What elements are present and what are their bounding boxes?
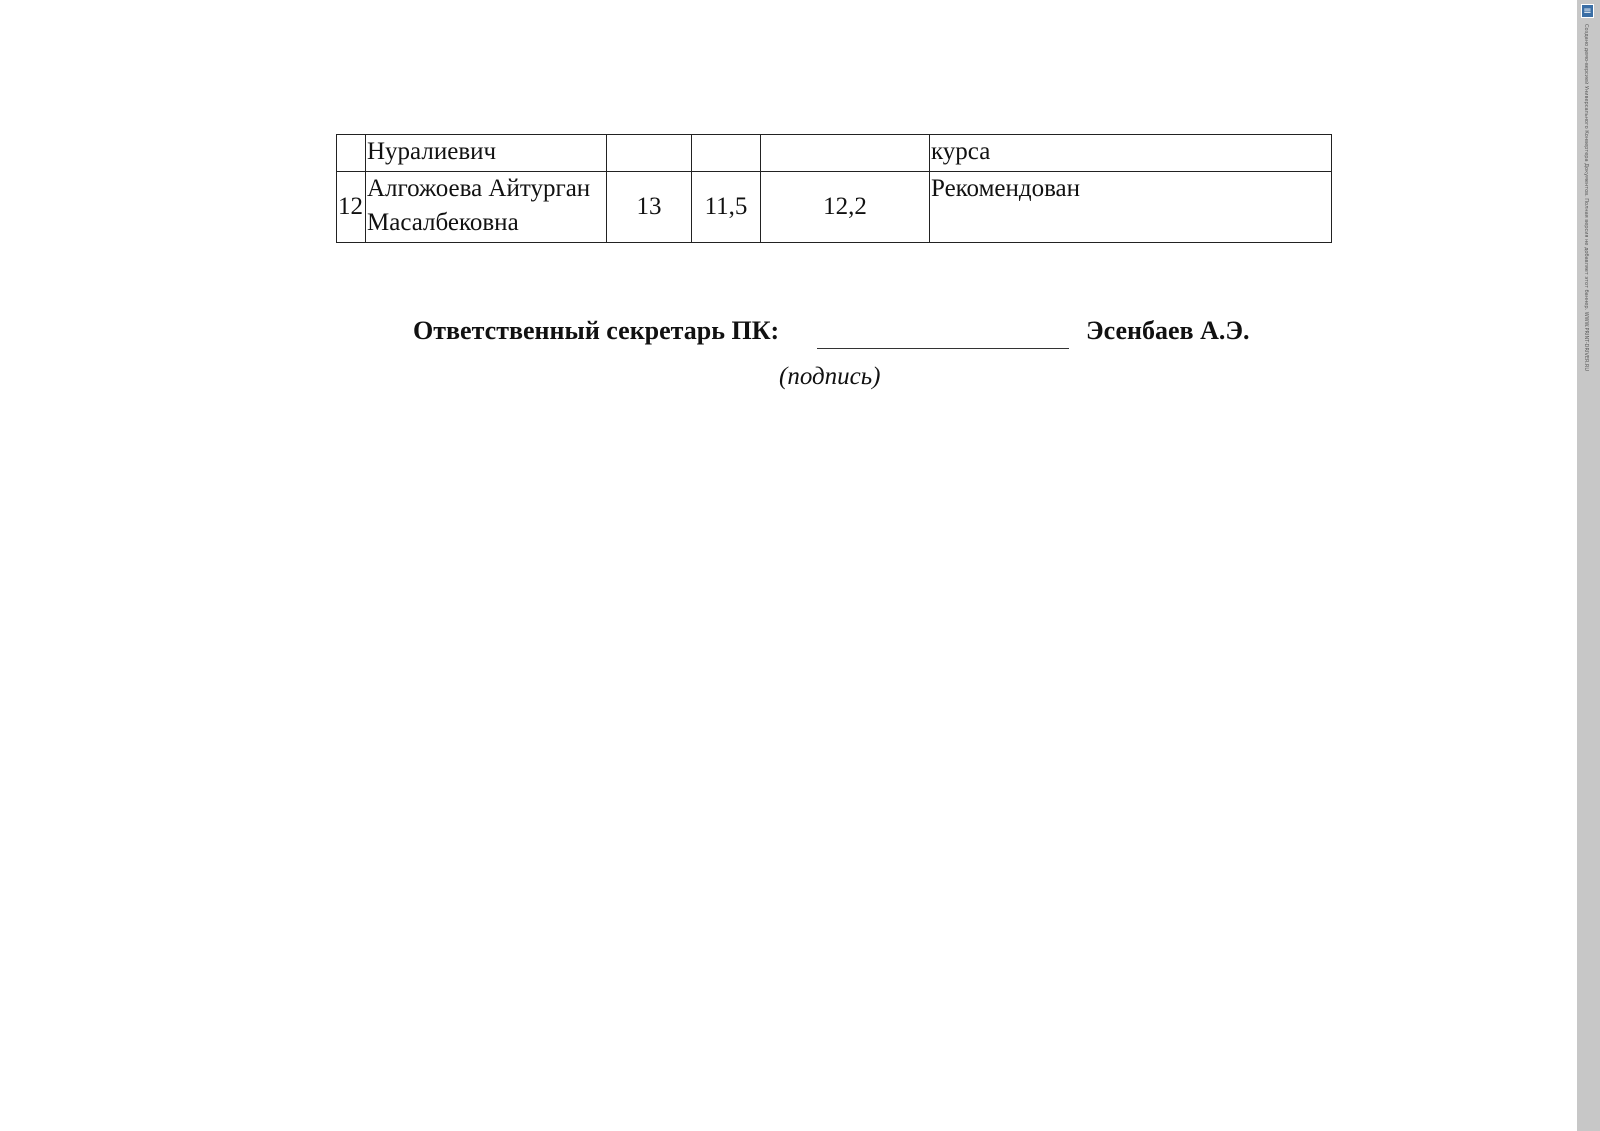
results-table [336,134,1332,243]
applicant-name-line: Масалбековна [367,209,519,236]
table-row [337,172,1332,243]
score-1: 13 [607,172,692,243]
status-cell: курса [930,135,1332,172]
signature-blank-line [817,348,1069,349]
applicant-name-line: Алгожоева Айтурган [367,175,591,202]
demo-watermark-notice: Создано демо-версией Универсального Конвертера Документов. Полная версия не добавляет этот баннер. WWW.PRINT-DRIVER.RU [1583,24,1589,372]
row-number [337,135,366,172]
score-2 [692,135,761,172]
signature-caption: (подпись) [779,363,881,390]
average-score: 12,2 [761,172,930,243]
score-2: 11,5 [692,172,761,243]
score-1 [607,135,692,172]
vertical-scrollbar[interactable] [1577,0,1600,1131]
table-row [337,135,1332,172]
status-cell: Рекомендован [930,172,1332,243]
secretary-name: Эсенбаев А.Э. [1086,316,1250,345]
average-score [761,135,930,172]
row-number: 12 [337,172,366,243]
applicant-name [366,135,607,172]
secretary-role-label: Ответственный секретарь ПК: [413,316,780,345]
document-icon: ≡ [1581,4,1594,18]
applicant-name [366,172,607,243]
applicant-name-line: Нуралиевич [367,138,497,165]
